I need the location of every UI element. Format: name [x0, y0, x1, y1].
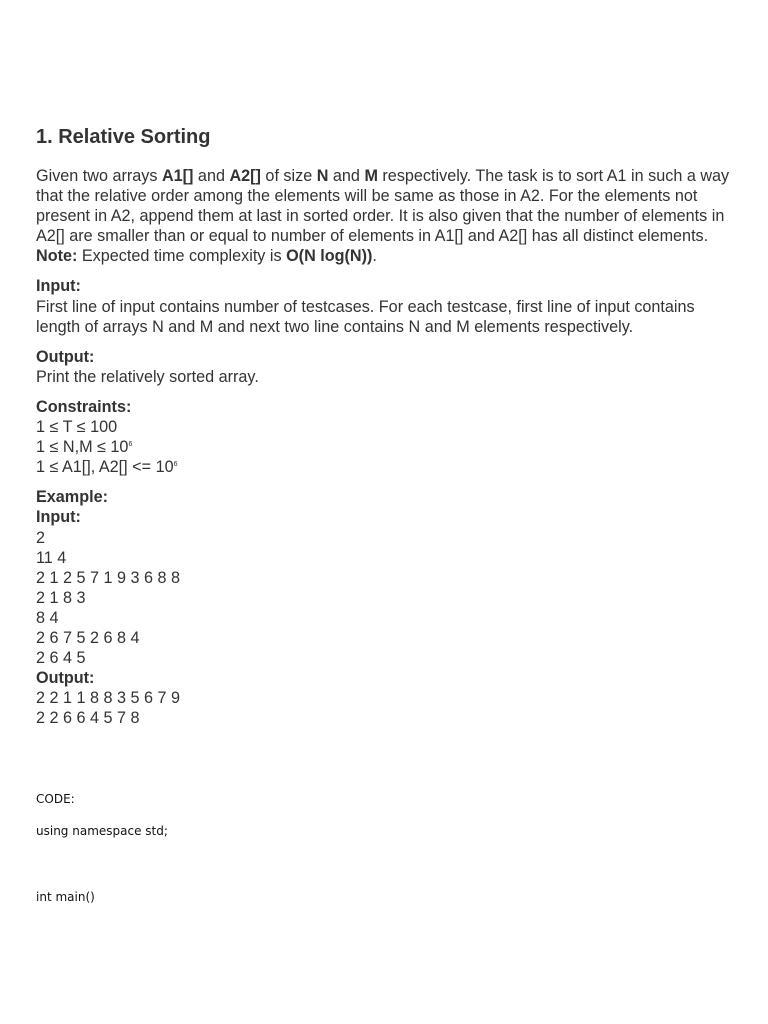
problem-content [36, 166, 742, 728]
example-input-line: 2 1 8 3 [36, 588, 86, 607]
problem-title: 1. Relative Sorting [36, 126, 211, 148]
note-text: Expected time complexity is [77, 247, 287, 266]
example-input-line: 2 1 2 5 7 1 9 3 6 8 8 [36, 568, 181, 587]
description-text: and [193, 167, 230, 185]
output-heading [36, 347, 742, 367]
description-text: respectively. The task is to sort A1 in such a way that the relative order among the elements will be same as those in A2. For the elements not present in A2, append them at last in sorted order. It is also given that the number of elements in A2[] are smaller than or equal to number of elements in A1[] and A2[] has all distinct elements. [36, 167, 730, 246]
constraint-base: 1 ≤ A1[], A2[] <= 10 [36, 458, 174, 477]
constraint-line: 1 ≤ T ≤ 100 [36, 418, 118, 437]
example-input-heading [36, 507, 742, 527]
note-label: Note: [36, 247, 78, 266]
array-a1: A1[] [161, 167, 194, 185]
input-label: Input: [36, 277, 81, 296]
example-heading [36, 487, 742, 507]
constraint-line [36, 457, 742, 477]
example-input-line: 2 6 7 5 2 6 8 4 [36, 628, 140, 647]
size-m: M [364, 167, 378, 185]
constraint-exponent: 6 [128, 441, 133, 449]
constraints-heading [36, 397, 742, 417]
code-line: using namespace std; [36, 824, 168, 838]
example-output-heading [36, 668, 742, 688]
example-output-label: Output: [36, 669, 95, 688]
constraint-exponent: 6 [173, 461, 178, 469]
description-text: and [328, 167, 365, 185]
problem-description [36, 166, 742, 246]
output-description: Print the relatively sorted array. [36, 367, 259, 386]
example-input-line: 8 4 [36, 608, 59, 627]
example-output-line: 2 2 6 6 4 5 7 8 [36, 709, 140, 728]
note-line [36, 246, 742, 266]
size-n: N [316, 167, 329, 185]
example-input-label: Input: [36, 508, 81, 527]
constraint-base: 1 ≤ N,M ≤ 10 [36, 438, 129, 457]
constraint-line [36, 437, 742, 457]
input-description: First line of input contains number of testcases. For each testcase, first line of input contains length of arrays N and M and next two line contains N and M elements respectively. [36, 297, 695, 336]
code-line: int main() [36, 890, 95, 904]
constraints-label: Constraints: [36, 397, 132, 416]
array-a2: A2[] [229, 167, 261, 185]
example-output-line: 2 2 1 1 8 8 3 5 6 7 9 [36, 689, 181, 708]
code-label: CODE: [36, 792, 75, 806]
time-complexity: O(N log(N)) [286, 247, 373, 266]
note-end: . [372, 247, 377, 266]
output-label: Output: [36, 347, 95, 366]
description-text: Given two arrays [36, 167, 162, 185]
example-input-line: 2 [36, 528, 46, 547]
example-label: Example: [36, 488, 108, 507]
example-input-line: 11 4 [36, 548, 67, 567]
description-text: of size [260, 167, 317, 185]
input-heading [36, 276, 742, 296]
example-input-line: 2 6 4 5 [36, 649, 86, 668]
